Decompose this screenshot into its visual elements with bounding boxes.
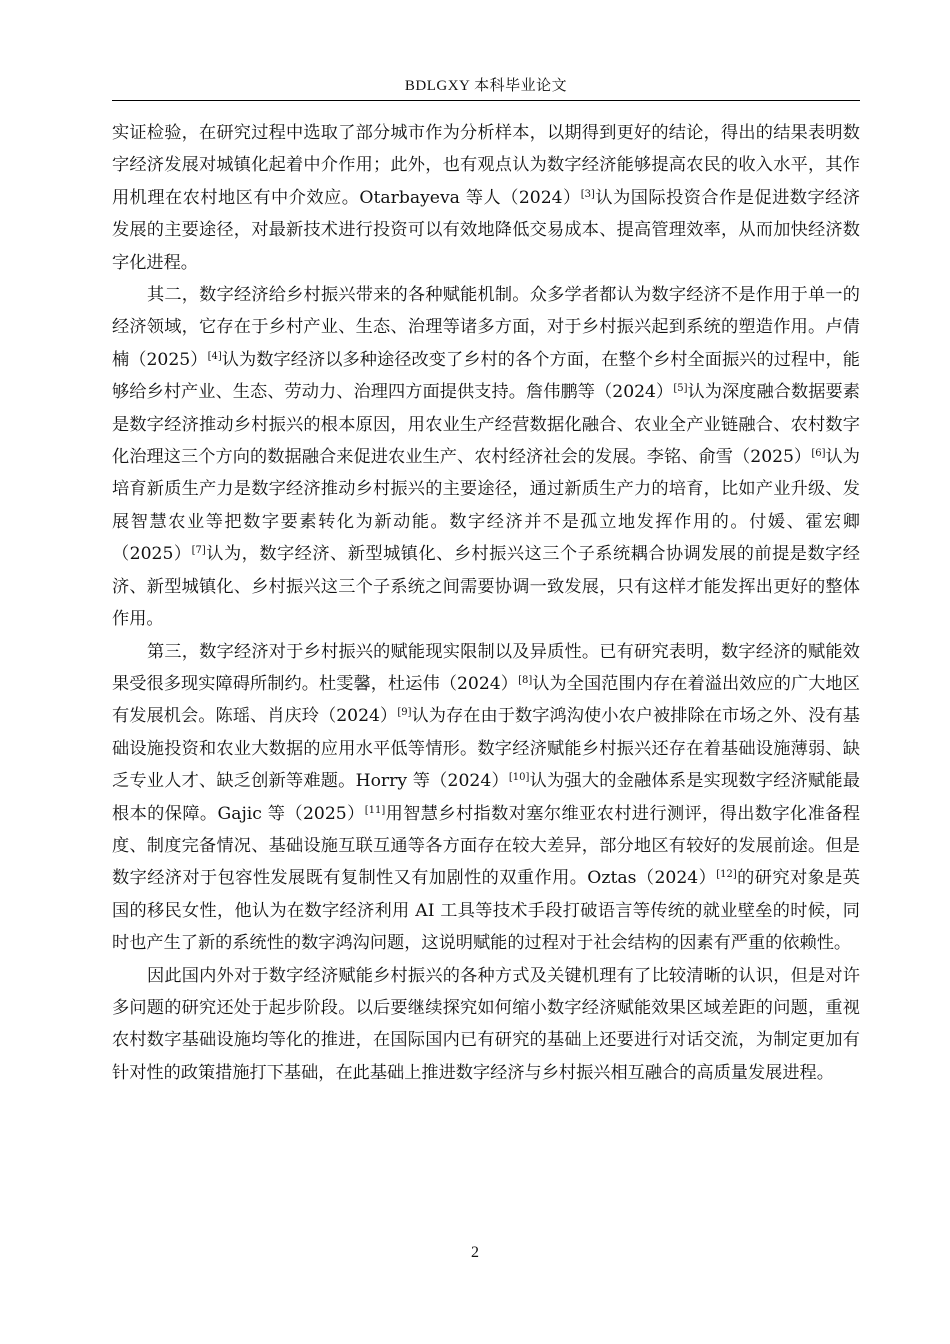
paragraph-text: 认为数字经济以多种途径改变了乡村的各个方面，在整个乡村全面振兴的过程中，能够给乡村产业、生态、劳动力、治理四方面提供支持。詹伟鹏等（2024） — [112, 349, 860, 403]
paragraph-text: 因此国内外对于数字经济赋能乡村振兴的各种方式及关键机理有了比较清晰的认识，但是对许多问题的研究还处于起步阶段。以后要继续探究如何缩小数字经济赋能效果区域差距的问题，重视农村数字基础设施均等化的推进，在国际国内已有研究的基础上还要进行对话交流，为制定更加有针对性的政策措施打下基础，在此基础上推进数字经济与乡村振兴相互融合的高质量发展进程。 — [112, 965, 860, 1083]
paragraph-text: 认为深度融合数据要素是数字经济推动乡村振兴的根本原因，用农业生产经营数据化融合、农业全产业链融合、农村数字化治理这三个方向的数据融合来促进农业生产、农村经济社会的发展。李铭、俞雪（2025） — [112, 382, 860, 468]
paragraph-text: 认为存在由于数字鸿沟使小农户被排除在市场之外、没有基础设施投资和农业大数据的应用水平低等情形。数字经济赋能乡村振兴还存在着基础设施薄弱、缺乏专业人才、缺乏创新等难题。Horry 等（2024） — [112, 706, 860, 792]
citation-marker: [4] — [207, 350, 222, 362]
body-text — [112, 117, 860, 1089]
citation-marker: [9] — [397, 707, 412, 719]
citation-marker: [6] — [811, 448, 826, 460]
paragraph-text: 的研究对象是英国的移民女性，他认为在数字经济利用 AI 工具等技术手段打破语言等传统的就业壁垒的时候，同时也产生了新的系统性的数字鸿沟问题，这说明赋能的过程对于社会结构的因素有严重的依赖性。 — [112, 868, 860, 954]
paragraph-text: 用智慧乡村指数对塞尔维亚农村进行测评，得出数字化准备程度、制度完备情况、基础设施互联互通等各方面存在较大差异，部分地区有较好的发展前途。但是数字经济对于包容性发展既有复制性又有加剧性的双重作用。Oztas（2024） — [112, 803, 860, 889]
paragraph-text: 认为全国范围内存在着溢出效应的广大地区有发展机会。陈瑶、肖庆玲（2024） — [112, 673, 860, 727]
body-paragraph — [112, 117, 860, 279]
citation-marker: [12] — [716, 869, 737, 881]
paragraph-text: 认为强大的金融体系是实现数字经济赋能最根本的保障。Gajic 等（2025） — [112, 771, 860, 824]
paragraph-text: 实证检验，在研究过程中选取了部分城市作为分析样本，以期得到更好的结论，得出的结果表明数字经济发展对城镇化起着中介作用；此外，也有观点认为数字经济能够提高农民的收入水平，其作用机理在农村地区有中介效应。Otarbayeva 等人（2024） — [112, 123, 860, 208]
page-number: 2 — [471, 1244, 479, 1261]
citation-marker: [11] — [364, 804, 386, 816]
body-paragraph — [112, 279, 860, 635]
header-divider — [112, 100, 860, 101]
citation-marker: [5] — [673, 383, 688, 395]
citation-marker: [7] — [191, 545, 206, 557]
paragraph-text: 认为，数字经济、新型城镇化、乡村振兴这三个子系统耦合协调发展的前提是数字经济、新型城镇化、乡村振兴这三个子系统之间需要协调一致发展，只有这样才能发挥出更好的整体作用。 — [112, 544, 860, 630]
body-paragraph — [112, 960, 860, 1090]
citation-marker: [3] — [580, 188, 595, 200]
paragraph-text: 认为国际投资合作是促进数字经济发展的主要途径，对最新技术进行投资可以有效地降低交易成本、提高管理效率，从而加快经济数字化进程。 — [112, 187, 860, 273]
paragraph-text: 第三，数字经济对于乡村振兴的赋能现实限制以及异质性。已有研究表明，数字经济的赋能效果受很多现实障碍所制约。杜雯馨，杜运伟（2024） — [112, 641, 860, 694]
paragraph-text: 认为培育新质生产力是数字经济推动乡村振兴的主要途径，通过新质生产力的培育，比如产业升级、发展智慧农业等把数字要素转化为新动能。数字经济并不是孤立地发挥作用的。付媛、霍宏卿（2025） — [112, 447, 860, 565]
paragraph-text: 其二，数字经济给乡村振兴带来的各种赋能机制。众多学者都认为数字经济不是作用于单一的经济领域，它存在于乡村产业、生态、治理等诸多方面，对于乡村振兴起到系统的塑造作用。卢倩楠（2025） — [112, 285, 860, 370]
citation-marker: [8] — [518, 674, 533, 686]
body-paragraph — [112, 636, 860, 960]
citation-marker: [10] — [508, 772, 530, 784]
page-header: BDLGXY 本科毕业论文 — [404, 78, 568, 94]
